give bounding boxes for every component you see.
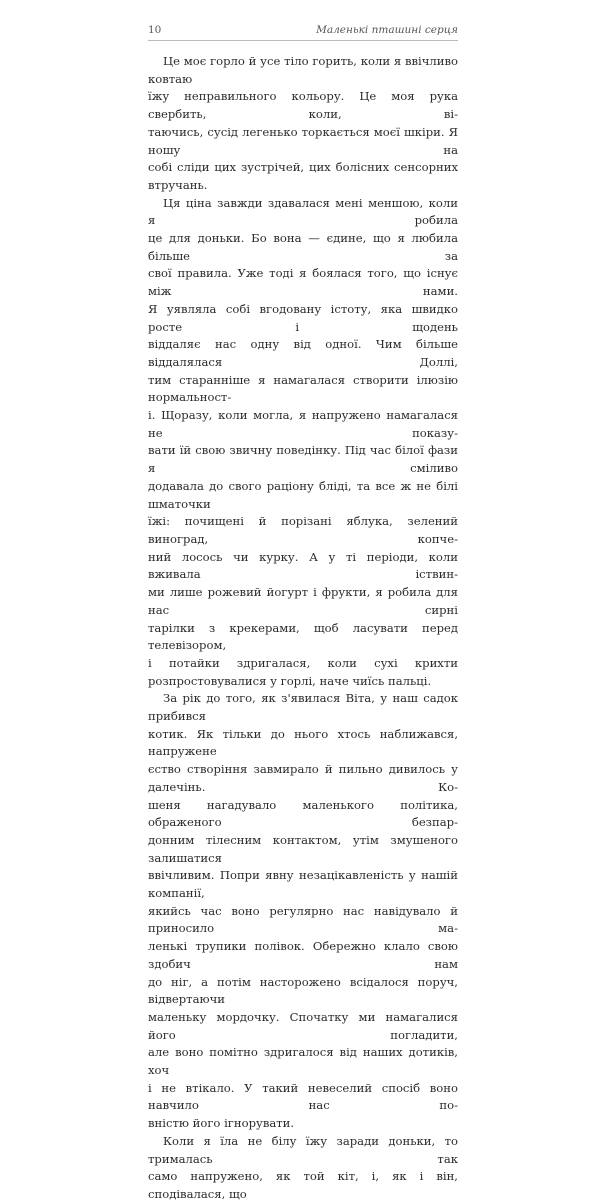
text-line: і не втікало. У такий невеселий спосіб воно навчило нас по- [148, 1080, 458, 1113]
paragraph [148, 195, 458, 691]
text-line: шеня нагадувало маленького політика, ображеного безпар- [148, 797, 458, 830]
header-rule [148, 40, 458, 41]
text-line: тим старанніше я намагалася створити ілюзію нормальност- [148, 372, 458, 405]
running-title: Маленькі пташині серця [316, 24, 458, 36]
text-line: і потайки здригалася, коли сухі крихти розпростовувалися у горлі, наче чиїсь пальці. [148, 655, 458, 688]
text-line: і. Щоразу, коли могла, я напружено намагалася не показу- [148, 408, 458, 440]
text-line: їжі: почищені й порізані яблука, зелений виноград, копче- [148, 514, 458, 546]
text-line: Коли я їла не білу їжу заради доньки, то трималась так [148, 1133, 458, 1166]
paragraph [148, 1133, 458, 1200]
text-line: само напружено, як той кіт, і, як і він, сподівалася, що [148, 1169, 458, 1200]
text-line: Ця ціна завжди здавалася мені меншою, коли я робила [148, 195, 458, 228]
text-line: маленьку мордочку. Спочатку ми намагалися його погладити, [148, 1009, 458, 1042]
text-line: це для доньки. Бо вона — єдине, що я любила більше за [148, 231, 458, 263]
text-line: віддаляє нас одну від одної. Чим більше віддалялася Доллі, [148, 337, 458, 369]
page-number: 10 [148, 24, 162, 36]
text-line: ми лише рожевий йогурт і фрукти, я робила для нас сирні [148, 585, 458, 617]
text-line: ленькі трупики полівок. Обережно клало свою здобич нам [148, 939, 458, 971]
text-line: Я уявляла собі вгодовану істоту, яка швидко росте і щодень [148, 301, 458, 334]
text-line: тарілки з крекерами, щоб ласувати перед телевізором, [148, 620, 458, 653]
text-line: якийсь час воно регулярно нас навідувало й приносило ма- [148, 903, 458, 936]
text-line: донним тілесним контактом, утім змушеного залишатися [148, 832, 458, 865]
paragraph [148, 53, 458, 195]
text-line: таючись, сусід легенько торкається моєї шкіри. Я ношу на [148, 124, 458, 157]
text-line: вністю його ігнорувати. [148, 1116, 295, 1131]
text-line: котик. Як тільки до нього хтось наближався, напружене [148, 726, 458, 759]
text-line: їжу неправильного кольору. Це моя рука свербить, коли, ві- [148, 89, 458, 122]
text-line: За рік до того, як з'явилася Віта, у наш садок прибився [148, 691, 458, 724]
text-line: ввічливим. Попри явну незацікавленість у нашій компанії, [148, 868, 458, 901]
text-line: свої правила. Уже тоді я боялася того, що існує між нами. [148, 266, 458, 299]
text-line: додавала до свого раціону бліді, та все ж не білі шматочки [148, 478, 458, 511]
paragraph [148, 690, 458, 1133]
text-line: до ніг, а потім насторожено всідалося поруч, відвертаючи [148, 974, 458, 1007]
text-line: ний лосось чи курку. А у ті періоди, коли вживала іствин- [148, 549, 458, 582]
body-text [148, 53, 458, 1200]
text-line: єство створіння завмирало й пильно дивилось у далечінь. Ко- [148, 762, 458, 794]
text-line: але воно помітно здригалося від наших дотиків, хоч [148, 1045, 458, 1078]
text-line: собі сліди цих зустрічей, цих болісних сенсорних втручань. [148, 160, 458, 192]
text-line: Це моє горло й усе тіло горить, коли я ввічливо ковтаю [148, 54, 458, 86]
text-line: вати їй свою звичну поведінку. Під час білої фази я сміливо [148, 443, 458, 476]
